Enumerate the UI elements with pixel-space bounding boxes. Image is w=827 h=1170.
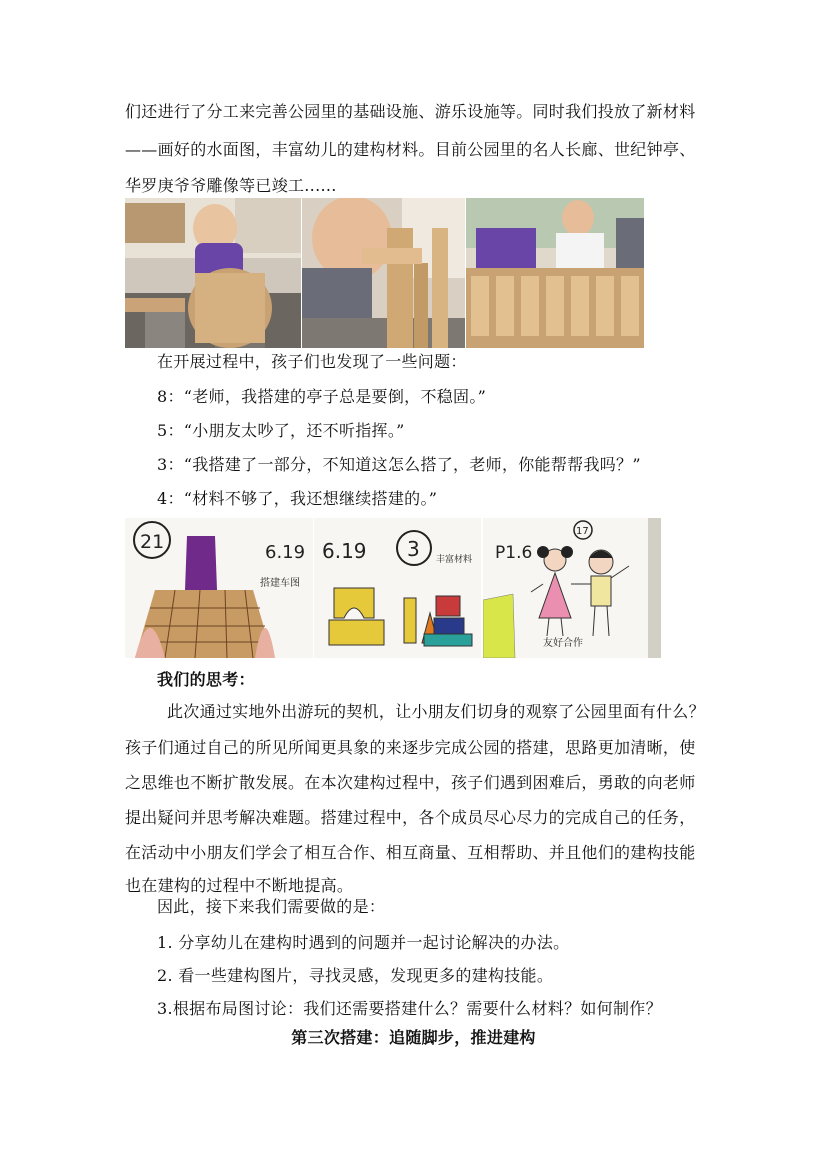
thinking-line-3: 之思维也不断扩散发展。在本次建构过程中，孩子们遇到困难后，勇敢的向老师 <box>125 773 696 792</box>
quote-5: 5：“小朋友太吵了，还不听指挥。” <box>157 421 405 440</box>
photo-child-building-tower <box>125 198 301 348</box>
drawing-21-number: 21 <box>140 531 165 553</box>
next-item-1: 1. 分享幼儿在建构时遇到的问题并一起讨论解决的办法。 <box>157 933 570 952</box>
thinking-line-6: 也在建构的过程中不断地提高。 <box>125 876 354 895</box>
intro-line-3: 华罗庚爷爷雕像等已竣工...... <box>125 176 337 195</box>
drawing-21-caption: 搭建车图 <box>260 578 300 589</box>
drawing-21 <box>125 518 313 658</box>
drawing-17-date: P1.6 <box>495 543 533 563</box>
problems-intro: 在开展过程中，孩子们也发现了一些问题： <box>157 352 467 371</box>
drawing-3-caption: 丰富材料 <box>436 555 473 565</box>
drawing-17 <box>483 518 661 658</box>
thinking-heading: 我们的思考： <box>157 670 255 689</box>
intro-line-2: ——画好的水面图，丰富幼儿的建构材料。目前公园里的名人长廊、世纪钟亭、 <box>125 140 696 159</box>
drawing-3 <box>314 518 481 658</box>
drawing-17-number: 17 <box>576 526 589 537</box>
next-item-2: 2. 看一些建构图片，寻找灵感，发现更多的建构技能。 <box>157 966 554 985</box>
thinking-line-2: 孩子们通过自己的所见所闻更具象的来逐步完成公园的搭建，思路更加清晰，使 <box>125 738 696 757</box>
intro-line-1: 们还进行了分工来完善公园里的基础设施、游乐设施等。同时我们投放了新材料 <box>125 102 696 121</box>
drawing-3-number: 3 <box>407 537 420 561</box>
thinking-line-1: 此次通过实地外出游玩的契机，让小朋友们切身的观察了公园里面有什么？ <box>167 702 705 721</box>
drawing-3-date: 6.19 <box>322 539 367 563</box>
thinking-line-5: 在活动中小朋友们学会了相互合作、相互商量、互相帮助、并且他们的建构技能 <box>125 843 696 862</box>
photo-child-stacking-blocks <box>302 198 465 348</box>
next-intro: 因此，接下来我们需要做的是： <box>157 897 386 916</box>
drawing-17-caption: 友好合作 <box>543 638 583 649</box>
section-heading: 第三次搭建：追随脚步，推进建构 <box>291 1028 536 1047</box>
quote-3: 3：“我搭建了一部分，不知道这怎么搭了，老师，你能帮帮我吗？” <box>157 455 641 474</box>
quote-8: 8：“老师，我搭建的亭子总是要倒，不稳固。” <box>157 387 487 406</box>
next-item-3: 3.根据布局图讨论：我们还需要搭建什么？需要什么材料？如何制作？ <box>157 999 662 1018</box>
quote-4: 4：“材料不够了，我还想继续搭建的。” <box>157 489 438 508</box>
drawing-21-date: 6.19 <box>265 542 306 563</box>
thinking-line-4: 提出疑问并思考解决难题。搭建过程中，各个成员尽心尽力的完成自己的任务， <box>125 808 696 827</box>
photo-children-laying-blocks <box>466 198 644 348</box>
